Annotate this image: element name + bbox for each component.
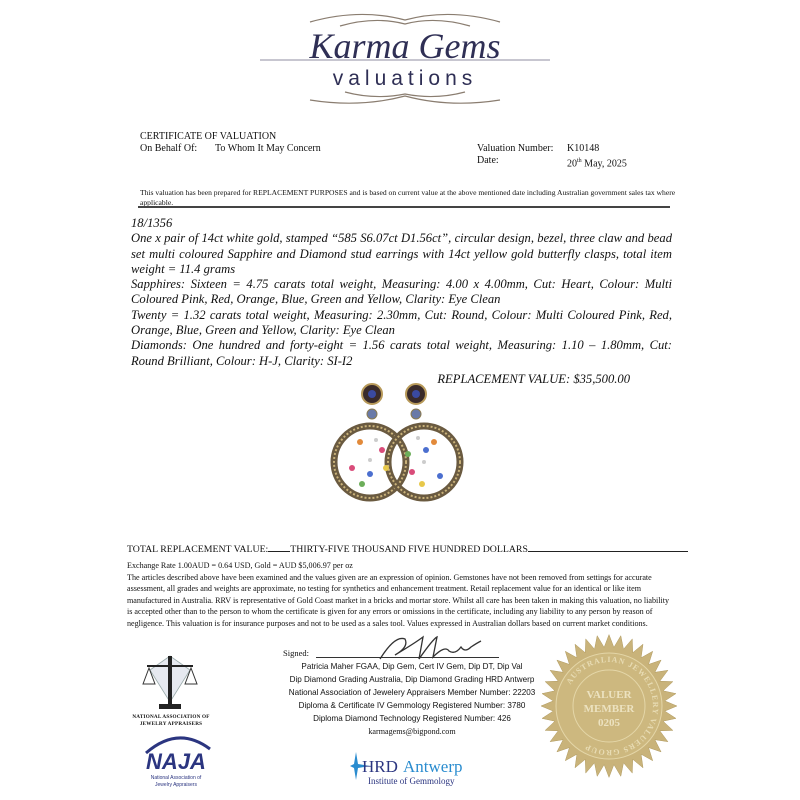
karma-gems-logo [250,8,560,108]
round-sapphires-detail: Twenty = 1.32 carats total weight, Measuring: 2.30mm, Cut: Round, Colour: Multi Coloured Pink, Red, Orange, Blue, Green and Yellow, Clarity: Eye Clean [131,307,672,338]
credential-line: National Association of Jewelery Appraisers Member Number: 22203 [288,688,536,697]
credential-line: Diploma Diamond Technology Registered Number: 426 [313,714,511,723]
item-ref: 18/1356 [131,216,173,230]
svg-text:HRD: HRD [362,757,398,776]
email-link[interactable]: karmagems@bigpond.com [368,727,456,736]
on-behalf-label: On Behalf Of: [140,143,198,154]
signed-label: Signed: [283,648,309,658]
date-day: 20 [567,158,577,170]
svg-text:National Association of: National Association of [150,775,202,781]
naja-wordmark: NAJA [146,749,206,774]
svg-text:AUSTRALIAN JEWELLERY VALUERS G: AUSTRALIAN JEWELLERY VALUERS GROUP [564,654,661,758]
date-value [567,155,627,170]
scales-of-justice-logo [135,650,205,714]
svg-text:Institute of Gemmology: Institute of Gemmology [368,776,455,786]
signatory-credentials [252,660,572,738]
credential-line: Diploma & Certificate IV Gemmology Registered Number: 3780 [298,701,526,710]
earrings-photo [330,372,470,517]
credential-line: Patricia Maher FGAA, Dip Gem, Cert IV Gem, Dip DT, Dip Val [301,662,523,671]
diamonds-detail: Diamonds: One hundred and forty-eight = 1.56 carats total weight, Measuring: 1.10 – 1.80mm, Cut: Round Brilliant, Colour: H-J, Clarity: SI-I2 [131,338,672,368]
terms [127,560,672,630]
naja-logo [138,723,214,795]
item-summary: One x pair of 14ct white gold, stamped “585 S6.07ct D1.56ct”, circular design, bezel, three claw and bead set multi coloured Sapphire and Diamond stud earrings with 14ct yellow gold butterfly clasps, total item weight = 11.4 grams [131,231,672,276]
credential-line: Dip Diamond Grading Australia, Dip Diamond Grading HRD Antwerp [289,675,535,684]
sapphires-detail: Sapphires: Sixteen = 4.75 carats total weight, Measuring: 4.00 x 4.00mm, Cut: Heart, Colour: Multi Coloured Pink, Red, Orange, Blue, Green and Yellow, Clarity: Eye Clean [131,277,672,307]
disclaimer: This valuation has been prepared for REPLACEMENT PURPOSES and is based on current value at the above mentioned date including Australian government sales tax where applicable. [140,188,676,207]
on-behalf-value: To Whom It May Concern [215,143,321,154]
svg-text:MEMBER: MEMBER [583,703,635,715]
date-label: Date: [477,155,499,166]
exchange-rate: Exchange Rate 1.00AUD = 0.64 USD, Gold = AUD $5,006.97 per oz [127,561,353,570]
svg-text:valuations: valuations [332,67,478,90]
svg-text:Jewelry Appraisers: Jewelry Appraisers [155,782,197,788]
total-value-words: THIRTY-FIVE THOUSAND FIVE HUNDRED DOLLARS [290,544,528,555]
certificate-title: CERTIFICATE OF VALUATION [140,131,277,142]
gold-valuer-seal [540,632,678,780]
svg-text:0205: 0205 [598,717,620,729]
svg-text:VALUER: VALUER [586,689,632,701]
date-rest: May, 2025 [581,158,627,170]
divider [138,206,670,208]
handwritten-signature [375,633,485,663]
replacement-value: REPLACEMENT VALUE: $35,500.00 [437,371,630,386]
valuation-number: K10148 [567,143,600,154]
hrd-antwerp-logo [340,750,480,790]
terms-body: The articles described above have been examined and the values given are an expression of opinion. Gemstones have not been removed from settings for accurate assessment, all grades and weights are approximate, no testing for synthetics and enhancement treatment. Retail replacement value for an identical or like item manufactured in Australia. RRV is representative of Gold Coast market in a bricks and mortar store. Whilst all care has been taken in making this valuation, no liability is accepted other than to the person to whom the certificate is given for any errors or omissions in the certificate, including any liability to any person by reason of negligence. This valuation is for insurance purposes and not to be used as a sales tool. Values expressed in Australian dollars based on current market conditions. [127,572,670,628]
total-replacement-value [127,542,688,555]
item-description [131,216,672,387]
svg-text:Karma Gems: Karma Gems [309,26,501,66]
naa-logo-text: NATIONAL ASSOCIATION OF JEWELRY APPRAISERS [132,714,210,727]
svg-text:Antwerp: Antwerp [403,757,463,776]
date-suffix: th [577,158,582,164]
valuation-number-label: Valuation Number: [477,143,554,154]
total-label: TOTAL REPLACEMENT VALUE: [127,544,269,555]
